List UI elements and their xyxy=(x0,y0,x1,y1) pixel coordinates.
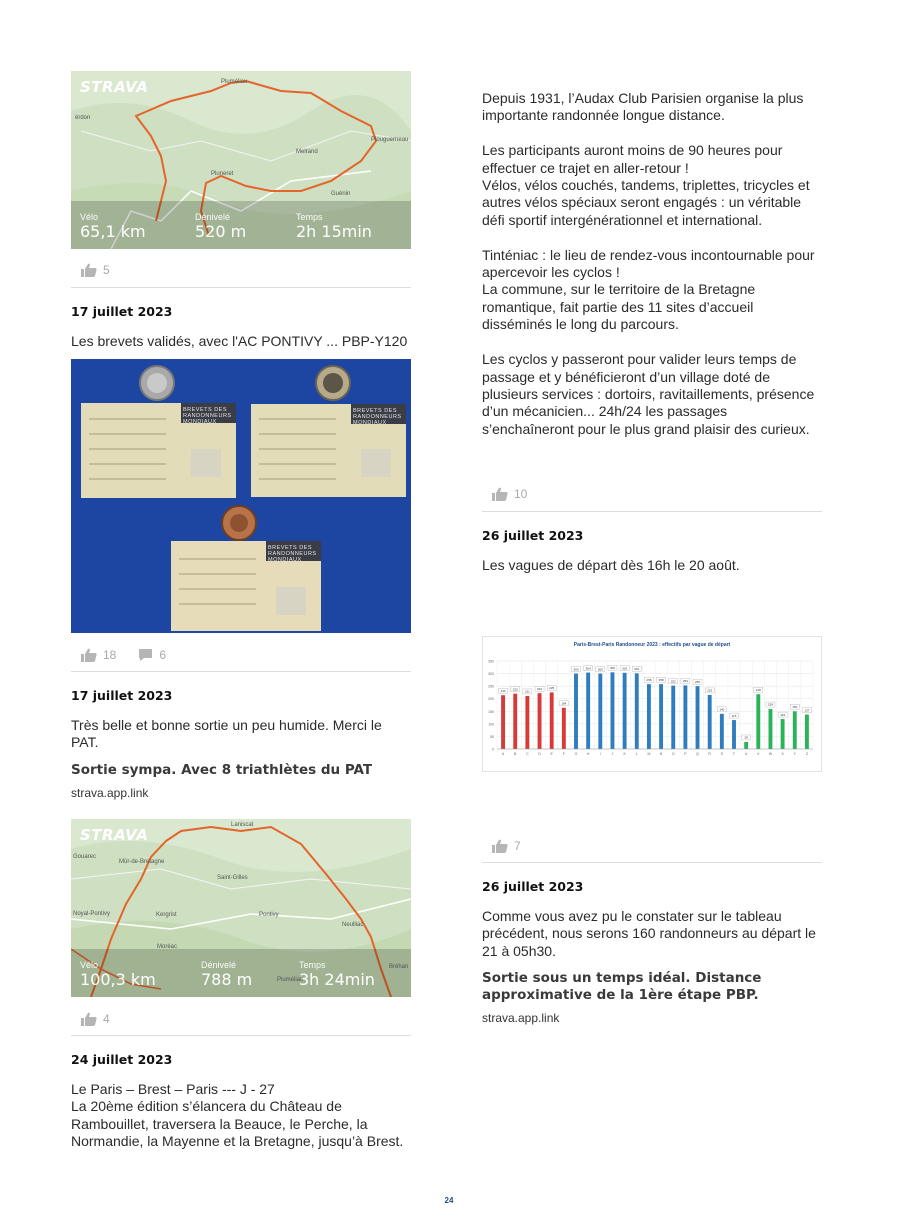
map-place-label: Neulliac xyxy=(342,922,364,928)
map-place-label: Pluneret xyxy=(211,171,234,177)
chart-data-label: 253 xyxy=(682,679,688,684)
chart-bar xyxy=(696,686,700,749)
chart-data-label: 258 xyxy=(658,677,664,682)
chart-data-label: 164 xyxy=(561,701,567,706)
post-text: Depuis 1931, l’Audax Club Parisien organise la plus importante randonnée longue distance. Les participants auront moins de 90 heures pour effectuer ce trajet en aller-retour ! Vélos, vélos couchés, tandems, triplettes, tricycles et autres vélos spéciaux seront engagés : un véritable défi sportif intergénérationnel et international. Tinténiac : le lieu de rendez-vous incontournable pour apercevoir les cyclos ! La commune, sur le territoire de la Bretagne romantique, fait partie des 11 sites d’accueil disséminés le long du parcours. Les cyclos y passeront pour valider leurs temps de passage et y bénéficieront d’un village doté de plusieurs services : dortoirs, ravitaillements, présence d’un mécanicien... 24h/24 les passages s’enchaîneront pour le plus grand plaisir des curieux. xyxy=(482,90,815,437)
like-icon[interactable] xyxy=(81,1012,97,1026)
post-text: Le Paris – Brest – Paris --- J - 27 La 20ème édition s’élancera du Château de Rambouillet, traversera la Beauce, le Perche, la Normandie, la Mayenne et la Bretagne, jusqu’à Brest. xyxy=(71,1081,404,1150)
departure-waves-chart[interactable] xyxy=(482,636,822,772)
map-place-label: Saint-Gilles xyxy=(217,875,248,881)
link-url[interactable]: strava.app.link xyxy=(482,1011,560,1025)
like-count: 10 xyxy=(514,487,528,501)
map-place-label: Pontivy xyxy=(259,912,279,918)
chart-x-tick-label: P xyxy=(684,752,687,756)
map-place-label: Kergrist xyxy=(156,912,177,918)
chart-data-label: 159 xyxy=(767,702,773,707)
reactions-bar xyxy=(81,263,132,277)
like-count: 7 xyxy=(514,839,521,853)
stat-distance xyxy=(80,960,156,989)
chart-data-label: 218 xyxy=(755,687,761,692)
reactions-bar xyxy=(81,1012,132,1026)
chart-y-tick-label: 200 xyxy=(488,697,494,702)
chart-data-label: 222 xyxy=(537,686,543,691)
chart-x-tick-label: B xyxy=(514,752,517,756)
chart-data-label: 300 xyxy=(573,667,579,672)
chart-y-tick-label: 150 xyxy=(488,709,494,714)
chart-data-label: 300 xyxy=(597,667,603,672)
comment-count: 6 xyxy=(159,648,167,662)
chart-bar xyxy=(562,708,566,749)
chart-x-tick-label: I xyxy=(599,752,601,756)
stat-time xyxy=(299,960,375,989)
link-title[interactable]: Sortie sympa. Avec 8 triathlètes du PAT xyxy=(71,762,373,778)
stat-label: Vélo xyxy=(80,960,99,970)
like-icon[interactable] xyxy=(81,648,97,662)
chart-bar xyxy=(769,709,773,749)
chart-x-tick-label: V xyxy=(757,752,760,756)
map-place-label: Melrand xyxy=(296,149,318,155)
chart-bar xyxy=(501,695,505,749)
chart-data-label: 250 xyxy=(695,679,701,684)
chart-data-label: 303 xyxy=(622,666,628,671)
chart-y-tick-label: 250 xyxy=(488,684,494,689)
strava-logo: STRAVA xyxy=(80,826,149,844)
stat-value: 2h 15min xyxy=(296,222,372,241)
chart-plot xyxy=(483,637,821,771)
like-icon[interactable] xyxy=(492,487,508,501)
stat-value: 3h 24min xyxy=(299,970,375,989)
stat-value: 520 m xyxy=(195,222,247,241)
chart-data-label: 211 xyxy=(524,689,530,694)
chart-y-tick-label: 350 xyxy=(488,659,494,664)
chart-x-tick-label: A xyxy=(501,752,505,756)
map-place-label: Gouarec xyxy=(73,854,97,860)
like-icon[interactable] xyxy=(81,263,97,277)
post-date: 26 juillet 2023 xyxy=(482,879,584,894)
chart-bar xyxy=(586,673,590,749)
chart-x-tick-label: Q xyxy=(696,752,699,756)
chart-data-label: 150 xyxy=(792,704,798,709)
chart-bar xyxy=(598,674,602,749)
chart-data-label: 301 xyxy=(634,667,640,672)
chart-y-tick-label: 50 xyxy=(490,734,494,739)
map-place-label: Pluméliau xyxy=(277,977,304,983)
chart-x-tick-label: F xyxy=(562,752,565,756)
divider xyxy=(482,511,822,512)
link-url[interactable]: strava.app.link xyxy=(71,786,149,800)
chart-bar xyxy=(538,693,542,749)
chart-x-tick-label: S xyxy=(720,752,724,756)
chart-data-label: 140 xyxy=(719,707,725,712)
chart-x-tick-label: G xyxy=(574,752,578,756)
chart-data-label: 137 xyxy=(804,708,810,713)
like-count: 5 xyxy=(103,263,110,277)
map-place-label: érdon xyxy=(75,115,91,121)
chart-data-label: 305 xyxy=(609,666,615,671)
stat-label: Temps xyxy=(296,212,323,222)
chart-x-tick-label: E xyxy=(550,752,553,756)
chart-x-tick-label: Z xyxy=(805,752,808,756)
chart-bar xyxy=(756,694,760,749)
map-place-label: Noyal-Pontivy xyxy=(73,911,111,917)
reactions-bar xyxy=(492,487,549,501)
stat-label: Dénivelé xyxy=(195,212,231,222)
chart-x-tick-label: L xyxy=(635,752,638,756)
post-text: Comme vous avez pu le constater sur le tableau précédent, nous serons 160 randonneurs au départ le 21 à 05h30. xyxy=(482,908,816,959)
chart-bar xyxy=(708,695,712,749)
post-text: Très belle et bonne sortie un peu humide. Merci le PAT. xyxy=(71,717,382,751)
map-place-label: Guénin xyxy=(331,191,351,197)
stat-time xyxy=(296,212,372,241)
reactions-bar xyxy=(81,648,188,662)
chart-x-tick-label: H xyxy=(586,752,590,756)
chart-data-label: 28 xyxy=(744,735,748,740)
post-date: 26 juillet 2023 xyxy=(482,528,584,543)
brevet-card-label: BREVETS DES RANDONNEURS MONDIAUX xyxy=(268,545,317,563)
brevet-card-label: BREVETS DES RANDONNEURS MONDIAUX xyxy=(353,408,402,426)
stat-label: Vélo xyxy=(80,212,99,222)
chart-x-tick-label: J xyxy=(611,752,614,756)
map-place-label: Pluméliau xyxy=(221,79,248,85)
brevets-photo[interactable] xyxy=(71,359,411,633)
stat-distance xyxy=(80,212,146,241)
post-text: Les brevets validés, avec l'AC PONTIVY ... PBP-Y120 xyxy=(71,333,408,349)
chart-x-tick-label: M xyxy=(647,752,651,756)
stat-label: Temps xyxy=(299,960,326,970)
post-date: 17 juillet 2023 xyxy=(71,304,173,319)
chart-data-label: 115 xyxy=(731,713,737,718)
chart-bar xyxy=(623,673,627,749)
stat-value: 100,3 km xyxy=(80,970,156,989)
post-date: 17 juillet 2023 xyxy=(71,688,173,703)
chart-bar xyxy=(525,696,529,749)
chart-bar xyxy=(647,684,651,749)
strava-logo: STRAVA xyxy=(80,78,149,96)
stat-elevation xyxy=(195,212,246,241)
chart-data-label: 225 xyxy=(549,686,555,691)
chart-bar xyxy=(793,711,797,749)
map-place-label: Laniscat xyxy=(231,822,254,828)
chart-y-tick-label: 100 xyxy=(488,722,494,727)
map-place-label: Plouguerneau xyxy=(371,137,409,143)
chart-x-tick-label: K xyxy=(623,752,626,756)
divider xyxy=(71,287,411,288)
post-date: 24 juillet 2023 xyxy=(71,1052,173,1067)
chart-x-tick-label: R xyxy=(708,752,711,756)
chart-x-tick-label: W xyxy=(768,752,773,756)
stat-value: 65,1 km xyxy=(80,222,146,241)
chart-bar xyxy=(513,694,517,749)
post-text: Les vagues de départ dès 16h le 20 août. xyxy=(482,557,740,573)
divider xyxy=(71,671,411,672)
chart-data-label: 214 xyxy=(500,688,506,693)
page-number: 24 xyxy=(444,1196,454,1205)
brevets-photo-image xyxy=(71,359,411,633)
chart-bar xyxy=(671,686,675,749)
chart-bar xyxy=(781,719,785,749)
chart-bar xyxy=(659,684,663,749)
chart-bar xyxy=(805,715,809,749)
divider xyxy=(71,1035,411,1036)
like-icon[interactable] xyxy=(492,839,508,853)
chart-data-label: 119 xyxy=(780,712,786,717)
stat-value: 788 m xyxy=(201,970,253,989)
chart-x-tick-label: X xyxy=(781,752,784,756)
chart-title: Paris-Brest-Paris Randonneur 2023 : effectifs par vague de départ xyxy=(573,642,731,648)
divider xyxy=(482,862,822,863)
link-title[interactable]: Sortie sous un temps idéal. Distance approximative de la 1ère étape PBP. xyxy=(482,970,762,1003)
brevet-card-label: BREVETS DES RANDONNEURS MONDIAUX xyxy=(183,407,232,425)
chart-data-label: 252 xyxy=(670,679,676,684)
chart-x-tick-label: D xyxy=(538,752,541,756)
chart-bar xyxy=(744,742,748,749)
stat-label: Dénivelé xyxy=(201,960,237,970)
chart-x-tick-label: O xyxy=(671,752,675,756)
reactions-bar xyxy=(492,839,543,853)
strava-map-1[interactable] xyxy=(71,71,411,249)
chart-y-tick-label: 300 xyxy=(488,672,494,677)
chart-data-label: 215 xyxy=(707,688,713,693)
chart-x-tick-label: Y xyxy=(793,752,796,756)
chart-y-tick-label: 0 xyxy=(492,747,494,752)
chart-data-label: 304 xyxy=(585,666,591,671)
like-count: 4 xyxy=(103,1012,110,1026)
chart-x-tick-label: U xyxy=(744,752,748,756)
chart-bar xyxy=(683,685,687,749)
chart-x-tick-label: T xyxy=(732,752,736,756)
chart-bar xyxy=(550,692,554,749)
chart-x-tick-label: N xyxy=(659,752,663,756)
strava-map-2[interactable] xyxy=(71,819,411,997)
chart-bar xyxy=(611,672,615,749)
chart-bar xyxy=(574,674,578,749)
chart-bar xyxy=(732,720,736,749)
comment-icon[interactable] xyxy=(138,648,153,662)
map-place-label: Bréhan xyxy=(389,964,409,970)
chart-data-label: 220 xyxy=(512,687,518,692)
chart-data-label: 258 xyxy=(646,677,652,682)
stat-elevation xyxy=(201,960,252,989)
chart-bar xyxy=(635,673,639,749)
map-place-label: Mûr-de-Bretagne xyxy=(119,859,165,865)
like-count: 18 xyxy=(103,648,117,662)
chart-x-tick-label: C xyxy=(526,752,529,756)
map-place-label: Moréac xyxy=(157,944,178,950)
chart-bar xyxy=(720,714,724,749)
